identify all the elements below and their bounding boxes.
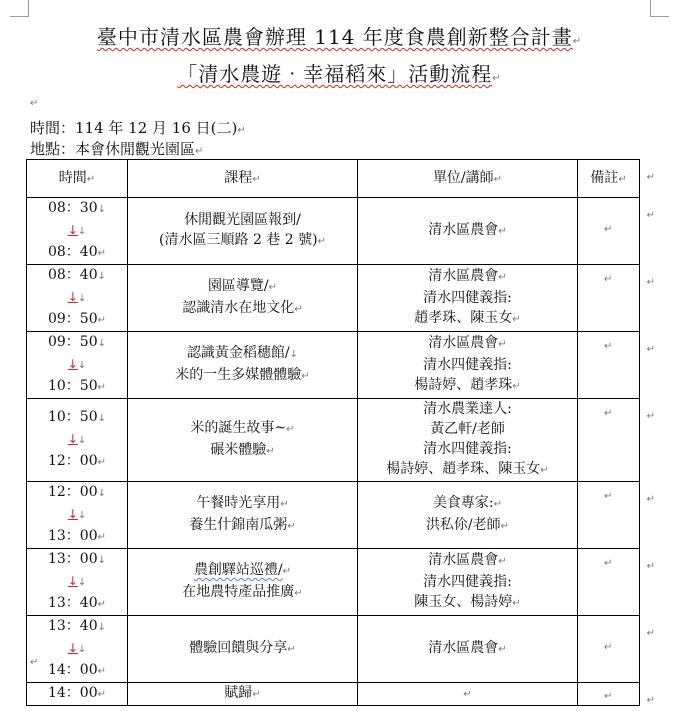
- course-cell[interactable]: 園區導覽/↵ 認識清水在地文化↵: [128, 265, 358, 332]
- time-cell[interactable]: 08：30↓ ↓↓ 08：40↵: [27, 198, 128, 265]
- note-cell[interactable]: ↵ ↵: [578, 549, 640, 616]
- header-time[interactable]: 時間↵: [27, 160, 128, 198]
- document-subtitle: [0, 58, 679, 87]
- note-cell[interactable]: ↵ ↵: [578, 616, 640, 683]
- unit-cell[interactable]: ↵: [358, 683, 578, 706]
- course-cell[interactable]: 農創驛站巡禮/↵ 在地農特產品推廣↵: [128, 549, 358, 616]
- note-cell[interactable]: ↵ ↵: [578, 198, 640, 265]
- note-cell[interactable]: ↵ ↵: [578, 683, 640, 706]
- note-cell[interactable]: ↵ ↵: [578, 265, 640, 332]
- unit-cell[interactable]: 清水區農會↵: [358, 198, 578, 265]
- event-date-text: 時間：114 年 12 月 16 日(二): [30, 119, 238, 137]
- time-cell[interactable]: 09：50↓ ↓↓ 10：50↵: [27, 332, 128, 399]
- paragraph-mark-icon: ↵: [572, 36, 583, 47]
- time-cell[interactable]: 12：00↓ ↓↓ 13：00↵: [27, 482, 128, 549]
- time-cell[interactable]: 10：50↓ ↓↓ 12：00↵: [27, 399, 128, 482]
- margin-corner-top-right: [650, 0, 669, 17]
- header-course[interactable]: 課程↵: [128, 160, 358, 198]
- unit-cell[interactable]: 清水區農會↵ 清水四健義指: 陳玉女、楊詩婷↵: [358, 549, 578, 616]
- table-row: [27, 616, 640, 683]
- paragraph-mark-icon: ↵: [492, 73, 502, 84]
- table-row: [27, 198, 640, 265]
- header-unit[interactable]: 單位/講師↵: [358, 160, 578, 198]
- table-row: [27, 399, 640, 482]
- note-cell[interactable]: ↵ ↵: [578, 399, 640, 482]
- course-cell[interactable]: 午餐時光享用↵ 養生什錦南瓜粥↵: [128, 482, 358, 549]
- table-row: [27, 683, 640, 706]
- header-note[interactable]: 備註↵ ↵: [578, 160, 640, 198]
- unit-cell[interactable]: 清水農業達人: 黃乙軒/老師 清水四健義指: 楊詩婷、趙孝珠、陳玉女↵: [358, 399, 578, 482]
- table-row: [27, 332, 640, 399]
- note-cell[interactable]: ↵ ↵: [578, 482, 640, 549]
- time-cell[interactable]: 13：00↓ ↓↓ 13：40↵: [27, 549, 128, 616]
- schedule-table: [26, 159, 655, 706]
- unit-cell[interactable]: 清水區農會↵: [358, 616, 578, 683]
- empty-paragraph-mark-icon: ↵: [30, 98, 39, 109]
- title-line-1: 臺中市清水區農會辦理 114 年度食農創新整合計畫: [96, 25, 573, 49]
- title-line-2: 「清水農遊‧幸福稻來」活動流程: [177, 62, 493, 86]
- time-cell[interactable]: 14：00↵: [27, 683, 128, 706]
- unit-cell[interactable]: 美食專家:↵ 洪私伱/老師↵: [358, 482, 578, 549]
- course-cell[interactable]: 休閒觀光園區報到/ (清水區三順路 2 巷 2 號)↵: [128, 198, 358, 265]
- table-row: [27, 265, 640, 332]
- course-cell[interactable]: 米的誕生故事~↵ 碾米體驗↵: [128, 399, 358, 482]
- paragraph-mark-icon: ↵: [195, 146, 204, 157]
- table-header-row: [27, 160, 640, 198]
- event-place-text: 地點：本會休閒觀光園區: [30, 140, 196, 158]
- document-title: [0, 21, 679, 50]
- event-date: [30, 117, 246, 138]
- unit-cell[interactable]: 清水區農會↵ 清水四健義指: 趙孝珠、陳玉女↵: [358, 265, 578, 332]
- table-row: [27, 549, 640, 616]
- time-cell[interactable]: 13：40↓ ↓↓ 14：00↵: [27, 616, 128, 683]
- paragraph-mark-icon: ↵: [237, 125, 246, 136]
- table-row: [27, 482, 640, 549]
- course-cell[interactable]: 認識黃金稻穗館/↓ 米的一生多媒體體驗↵: [128, 332, 358, 399]
- unit-cell[interactable]: 清水區農會↵ 清水四健義指: 楊詩婷、趙孝珠↵: [358, 332, 578, 399]
- note-cell[interactable]: ↵ ↵: [578, 332, 640, 399]
- event-place: [30, 138, 203, 159]
- margin-corner-top-left: [10, 0, 29, 17]
- course-cell[interactable]: 體驗回饋與分享↵: [128, 616, 358, 683]
- time-cell[interactable]: 08：40↓ ↓↓ 09：50↵: [27, 265, 128, 332]
- course-cell[interactable]: 賦歸↵: [128, 683, 358, 706]
- end-paragraph-mark-icon: ↵: [30, 657, 39, 668]
